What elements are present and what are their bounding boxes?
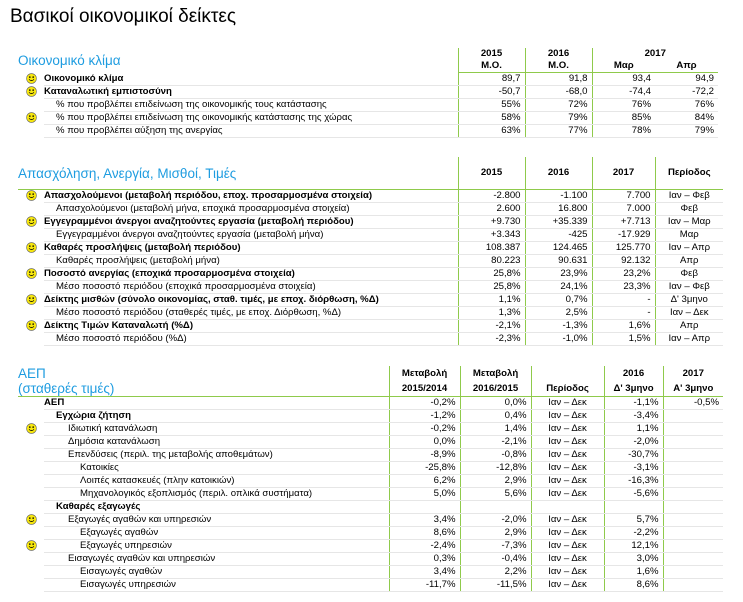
sub-header-2016: Μ.Ο. [525, 60, 592, 73]
row-value: 1,1% [458, 294, 525, 307]
row-value: 25,8% [458, 268, 525, 281]
row-value: -50,7 [458, 86, 525, 99]
smiley-cell [18, 333, 44, 346]
row-label: Μέσο ποσοστό περιόδου (%Δ) [44, 333, 458, 346]
row-value: -0,2% [389, 423, 460, 436]
sub-header-mar: Μαρ [592, 60, 655, 73]
row-value: 78% [592, 125, 655, 138]
row-value: +3.343 [458, 229, 525, 242]
row-value [460, 501, 531, 514]
row-value: Ιαν – Δεκ [531, 410, 604, 423]
row-value: 0,4% [460, 410, 531, 423]
section3-title-line1: ΑΕΠ [18, 366, 46, 381]
row-label: Κατοικίες [44, 462, 389, 475]
row-value: Ιαν – Δεκ [531, 475, 604, 488]
row-value: 24,1% [525, 281, 592, 294]
row-value: Ιαν – Δεκ [531, 553, 604, 566]
smiley-face-icon [26, 73, 37, 84]
col-2016-header: 2016 [525, 157, 592, 190]
row-value: 1,6% [604, 566, 663, 579]
smiley-cell [18, 255, 44, 268]
row-value: -7,3% [460, 540, 531, 553]
smiley-cell [18, 423, 44, 436]
row-value: 0,0% [389, 436, 460, 449]
row-value: Ιαν – Φεβ [655, 190, 723, 203]
row-value [663, 553, 723, 566]
row-value: -1.100 [525, 190, 592, 203]
row-value: Δ' 3μηνο [655, 294, 723, 307]
row-label: Εισαγωγές υπηρεσιών [44, 579, 389, 592]
row-label: Καθαρές προσλήψεις (μεταβολή περιόδου) [44, 242, 458, 255]
row-label: Μέσο ποσοστό περιόδου (εποχικά προσαρμοσμένα στοιχεία) [44, 281, 458, 294]
year-2016-header: 2016 [525, 48, 592, 60]
row-value: Ιαν – Δεκ [531, 566, 604, 579]
section3-row [18, 579, 723, 592]
section2-title: Απασχόληση, Ανεργία, Μισθοί, Τιμές [18, 157, 458, 190]
year-2016-header: 2016 [604, 366, 663, 381]
row-label: Εισαγωγές αγαθών και υπηρεσιών [44, 553, 389, 566]
row-value: - [592, 294, 655, 307]
row-value: -1,2% [389, 410, 460, 423]
row-value: 108.387 [458, 242, 525, 255]
change-2015-2014-header: 2015/2014 [389, 381, 460, 397]
row-value: -2,3% [458, 333, 525, 346]
row-label: Ποσοστό ανεργίας (εποχικά προσαρμοσμένα στοιχεία) [44, 268, 458, 281]
section3-row [18, 397, 723, 410]
row-value [663, 436, 723, 449]
smiley-cell [18, 527, 44, 540]
row-label: Καταναλωτική εμπιστοσύνη [44, 86, 458, 99]
section3-row [18, 410, 723, 423]
row-label: % που προβλέπει επιδείνωση της οικονομικής κατάστασης της χώρας [44, 112, 458, 125]
row-value: 2.600 [458, 203, 525, 216]
row-value: -68,0 [525, 86, 592, 99]
row-value: -0,4% [460, 553, 531, 566]
row-value [663, 566, 723, 579]
row-label: Καθαρές εξαγωγές [44, 501, 389, 514]
section1-title: Οικονομικό κλίμα [18, 52, 121, 68]
section1-row [18, 112, 718, 125]
row-value: 124.465 [525, 242, 592, 255]
section3-row [18, 501, 723, 514]
row-value: 72% [525, 99, 592, 112]
section2-row [18, 320, 723, 333]
row-value [663, 462, 723, 475]
row-value: 3,4% [389, 514, 460, 527]
row-value: -2,0% [604, 436, 663, 449]
row-value: -72,2 [655, 86, 718, 99]
row-value: -11,7% [389, 579, 460, 592]
row-value: 23,2% [592, 268, 655, 281]
year-2017-header: 2017 [592, 48, 718, 60]
smiley-cell [18, 190, 44, 203]
row-value: - [592, 307, 655, 320]
row-value: -2.800 [458, 190, 525, 203]
row-value [663, 514, 723, 527]
row-value: -2,1% [460, 436, 531, 449]
row-value: -0,8% [460, 449, 531, 462]
row-value: -425 [525, 229, 592, 242]
smiley-cell [18, 397, 44, 410]
row-value: 5,7% [604, 514, 663, 527]
row-label: Εισαγωγές αγαθών [44, 566, 389, 579]
row-value: -2,4% [389, 540, 460, 553]
row-value: 5,0% [389, 488, 460, 501]
row-value: 1,5% [592, 333, 655, 346]
row-value: 8,6% [389, 527, 460, 540]
section2-header-row [18, 157, 723, 190]
smiley-cell [18, 553, 44, 566]
row-value: 2,9% [460, 527, 531, 540]
row-value: +9.730 [458, 216, 525, 229]
smiley-cell [18, 540, 44, 553]
row-value: 1,6% [592, 320, 655, 333]
row-value: Ιαν – Δεκ [531, 488, 604, 501]
smiley-cell [18, 488, 44, 501]
row-value [663, 449, 723, 462]
row-value: 76% [655, 99, 718, 112]
smiley-cell [18, 566, 44, 579]
row-value: Μαρ [655, 229, 723, 242]
row-value: 7.000 [592, 203, 655, 216]
row-value: Ιαν – Μαρ [655, 216, 723, 229]
row-value: 1,1% [604, 423, 663, 436]
row-value [604, 501, 663, 514]
row-label: Απασχολούμενοι (μεταβολή μήνα, εποχικά προσαρμοσμένα στοιχεία) [44, 203, 458, 216]
smiley-cell [18, 112, 44, 125]
section2-row [18, 268, 723, 281]
smiley-cell [18, 501, 44, 514]
row-value: -3,4% [604, 410, 663, 423]
row-value: Ιαν – Δεκ [531, 514, 604, 527]
row-label: Εξαγωγές αγαθών και υπηρεσιών [44, 514, 389, 527]
section2-row [18, 229, 723, 242]
smiley-cell [18, 294, 44, 307]
row-value: 12,1% [604, 540, 663, 553]
section3-row [18, 462, 723, 475]
section3-header-row-2 [18, 381, 723, 397]
section3-header-row-1 [18, 366, 723, 381]
row-label: Οικονομικό κλίμα [44, 73, 458, 86]
smiley-cell [18, 307, 44, 320]
page-title: Βασικοί οικονομικοί δείκτες [10, 6, 237, 27]
smiley-cell [18, 216, 44, 229]
row-value: -0,5% [663, 397, 723, 410]
smiley-cell [18, 203, 44, 216]
smiley-face-icon [26, 86, 37, 97]
section3-row [18, 475, 723, 488]
row-value: Ιαν – Δεκ [531, 462, 604, 475]
smiley-cell [18, 579, 44, 592]
section1-row [18, 73, 718, 86]
row-value: -12,8% [460, 462, 531, 475]
row-value: -74,4 [592, 86, 655, 99]
row-value [531, 501, 604, 514]
row-value: -11,5% [460, 579, 531, 592]
row-value: Φεβ [655, 203, 723, 216]
row-value: 79% [525, 112, 592, 125]
section3-row [18, 540, 723, 553]
section1-row [18, 99, 718, 112]
row-value: 5,6% [460, 488, 531, 501]
year-2017-header: 2017 [663, 366, 723, 381]
row-label: Δείκτης Τιμών Καταναλωτή (%Δ) [44, 320, 458, 333]
smiley-cell [18, 125, 44, 138]
row-value: 2,2% [460, 566, 531, 579]
row-value: -1,3% [525, 320, 592, 333]
row-value: 58% [458, 112, 525, 125]
row-value: -3,1% [604, 462, 663, 475]
section3-row [18, 488, 723, 501]
section2-row [18, 294, 723, 307]
row-value: 80.223 [458, 255, 525, 268]
smiley-cell [18, 514, 44, 527]
smiley-face-icon [26, 320, 37, 331]
row-value: -2,0% [460, 514, 531, 527]
smiley-cell [18, 462, 44, 475]
section3-title-line2: (σταθερές τιμές) [18, 381, 389, 397]
row-value: 76% [592, 99, 655, 112]
section3-row [18, 449, 723, 462]
row-label: Καθαρές προσλήψεις (μεταβολή μήνα) [44, 255, 458, 268]
row-value: Ιαν – Φεβ [655, 281, 723, 294]
smiley-face-icon [26, 268, 37, 279]
row-value: 2,5% [525, 307, 592, 320]
row-label: Δημόσια κατανάλωση [44, 436, 389, 449]
row-value: Ιαν – Απρ [655, 333, 723, 346]
period-header-top [531, 366, 604, 381]
smiley-cell [18, 475, 44, 488]
row-value: Ιαν – Δεκ [531, 436, 604, 449]
row-value: -17.929 [592, 229, 655, 242]
row-value: 55% [458, 99, 525, 112]
section1-header-row-1 [18, 48, 718, 60]
smiley-cell [18, 73, 44, 86]
smiley-cell [18, 99, 44, 112]
section3-row [18, 527, 723, 540]
row-value: 90.631 [525, 255, 592, 268]
smiley-cell [18, 410, 44, 423]
period-header: Περίοδος [531, 381, 604, 397]
section2-row [18, 216, 723, 229]
gdp-table [18, 366, 723, 592]
row-label: Απασχολούμενοι (μεταβολή περιόδου, εποχ. προσαρμοσμένα στοιχεία) [44, 190, 458, 203]
row-value [663, 410, 723, 423]
row-value: Απρ [655, 255, 723, 268]
row-value: Φεβ [655, 268, 723, 281]
row-value: Ιαν – Δεκ [531, 397, 604, 410]
row-value: -8,9% [389, 449, 460, 462]
row-value: 0,3% [389, 553, 460, 566]
row-label: Εξαγωγές αγαθών [44, 527, 389, 540]
smiley-face-icon [26, 216, 37, 227]
row-label: Εγχώρια ζήτηση [44, 410, 389, 423]
row-label: % που προβλέπει αύξηση της ανεργίας [44, 125, 458, 138]
section2-row [18, 333, 723, 346]
row-value: -25,8% [389, 462, 460, 475]
q1-header: Α' 3μηνο [663, 381, 723, 397]
smiley-face-icon [26, 540, 37, 551]
smiley-face-icon [26, 242, 37, 253]
row-value: 93,4 [592, 73, 655, 86]
row-value: 0,0% [460, 397, 531, 410]
row-value: 85% [592, 112, 655, 125]
smiley-cell [18, 242, 44, 255]
section2-row [18, 307, 723, 320]
row-label: Λοιπές κατασκευές (πλην κατοικιών) [44, 475, 389, 488]
row-value [663, 475, 723, 488]
row-label: Εγγεγραμμένοι άνεργοι αναζητούντες εργασία (μεταβολή μήνα) [44, 229, 458, 242]
row-value: 1,3% [458, 307, 525, 320]
row-value: Ιαν – Δεκ [655, 307, 723, 320]
row-value: 0,7% [525, 294, 592, 307]
section3-row [18, 514, 723, 527]
row-value: 3,0% [604, 553, 663, 566]
change-2016-header: Μεταβολή [460, 366, 531, 381]
row-value: Ιαν – Δεκ [531, 579, 604, 592]
row-value: 84% [655, 112, 718, 125]
row-label: Ιδιωτική κατανάλωση [44, 423, 389, 436]
row-value: 23,9% [525, 268, 592, 281]
smiley-cell [18, 320, 44, 333]
row-value: 16.800 [525, 203, 592, 216]
row-value: 2,9% [460, 475, 531, 488]
col-period-header: Περίοδος [655, 157, 723, 190]
row-value: 8,6% [604, 579, 663, 592]
row-value: 63% [458, 125, 525, 138]
sub-header-2015: Μ.Ο. [458, 60, 525, 73]
row-value: +35.339 [525, 216, 592, 229]
row-value: -2,1% [458, 320, 525, 333]
row-label: ΑΕΠ [44, 397, 389, 410]
col-2015-header: 2015 [458, 157, 525, 190]
change-2016-2015-header: 2016/2015 [460, 381, 531, 397]
row-value: Ιαν – Δεκ [531, 527, 604, 540]
row-value: -5,6% [604, 488, 663, 501]
smiley-cell [18, 229, 44, 242]
section2-row [18, 281, 723, 294]
row-value: 77% [525, 125, 592, 138]
section3-row [18, 553, 723, 566]
section3-row [18, 423, 723, 436]
row-label: Δείκτης μισθών (σύνολο οικονομίας, σταθ. τιμές, με εποχ. διόρθωση, %Δ) [44, 294, 458, 307]
row-value: Ιαν – Απρ [655, 242, 723, 255]
smiley-face-icon [26, 423, 37, 434]
row-value [663, 488, 723, 501]
section2-row [18, 203, 723, 216]
col-2017-header: 2017 [592, 157, 655, 190]
row-value: 79% [655, 125, 718, 138]
row-value: 23,3% [592, 281, 655, 294]
row-value [663, 501, 723, 514]
year-2015-header: 2015 [458, 48, 525, 60]
row-value: -30,7% [604, 449, 663, 462]
row-value: Ιαν – Δεκ [531, 423, 604, 436]
row-value: -1,0% [525, 333, 592, 346]
row-value: 7.700 [592, 190, 655, 203]
employment-table [18, 157, 723, 346]
row-value: 6,2% [389, 475, 460, 488]
row-value: 25,8% [458, 281, 525, 294]
row-value [389, 501, 460, 514]
row-value: 125.770 [592, 242, 655, 255]
row-value [663, 423, 723, 436]
smiley-cell [18, 436, 44, 449]
row-label: Μέσο ποσοστό περιόδου (σταθερές τιμές, με εποχ. Διόρθωση, %Δ) [44, 307, 458, 320]
row-value: -2,2% [604, 527, 663, 540]
section2-row [18, 242, 723, 255]
section1-row [18, 86, 718, 99]
row-value: 94,9 [655, 73, 718, 86]
row-value: 92.132 [592, 255, 655, 268]
q4-header: Δ' 3μηνο [604, 381, 663, 397]
smiley-face-icon [26, 294, 37, 305]
row-value [663, 527, 723, 540]
row-label: Εξαγωγές υπηρεσιών [44, 540, 389, 553]
row-value: Απρ [655, 320, 723, 333]
row-label: Επενδύσεις (περιλ. της μεταβολής αποθεμάτων) [44, 449, 389, 462]
smiley-face-icon [26, 514, 37, 525]
smiley-cell [18, 86, 44, 99]
row-value: -0,2% [389, 397, 460, 410]
smiley-cell [18, 268, 44, 281]
section3-row [18, 436, 723, 449]
smiley-cell [18, 281, 44, 294]
row-value: 91,8 [525, 73, 592, 86]
row-value: 1,4% [460, 423, 531, 436]
smiley-face-icon [26, 112, 37, 123]
row-value: Ιαν – Δεκ [531, 540, 604, 553]
row-value: -16,3% [604, 475, 663, 488]
section3-row [18, 566, 723, 579]
row-value [663, 540, 723, 553]
sub-header-apr: Απρ [655, 60, 718, 73]
row-label: % που προβλέπει επιδείνωση της οικονομικής τους κατάστασης [44, 99, 458, 112]
row-label: Εγγεγραμμένοι άνεργοι αναζητούντες εργασία (μεταβολή περιόδου) [44, 216, 458, 229]
row-value [663, 579, 723, 592]
section2-row [18, 190, 723, 203]
economic-climate-table [18, 48, 718, 138]
section1-row [18, 125, 718, 138]
change-2015-header: Μεταβολή [389, 366, 460, 381]
row-value: -1,1% [604, 397, 663, 410]
row-label: Μηχανολογικός εξοπλισμός (περιλ. οπλικά συστήματα) [44, 488, 389, 501]
smiley-cell [18, 449, 44, 462]
smiley-face-icon [26, 190, 37, 201]
row-value: 89,7 [458, 73, 525, 86]
row-value: 3,4% [389, 566, 460, 579]
row-value: Ιαν – Δεκ [531, 449, 604, 462]
section2-row [18, 255, 723, 268]
row-value: +7.713 [592, 216, 655, 229]
